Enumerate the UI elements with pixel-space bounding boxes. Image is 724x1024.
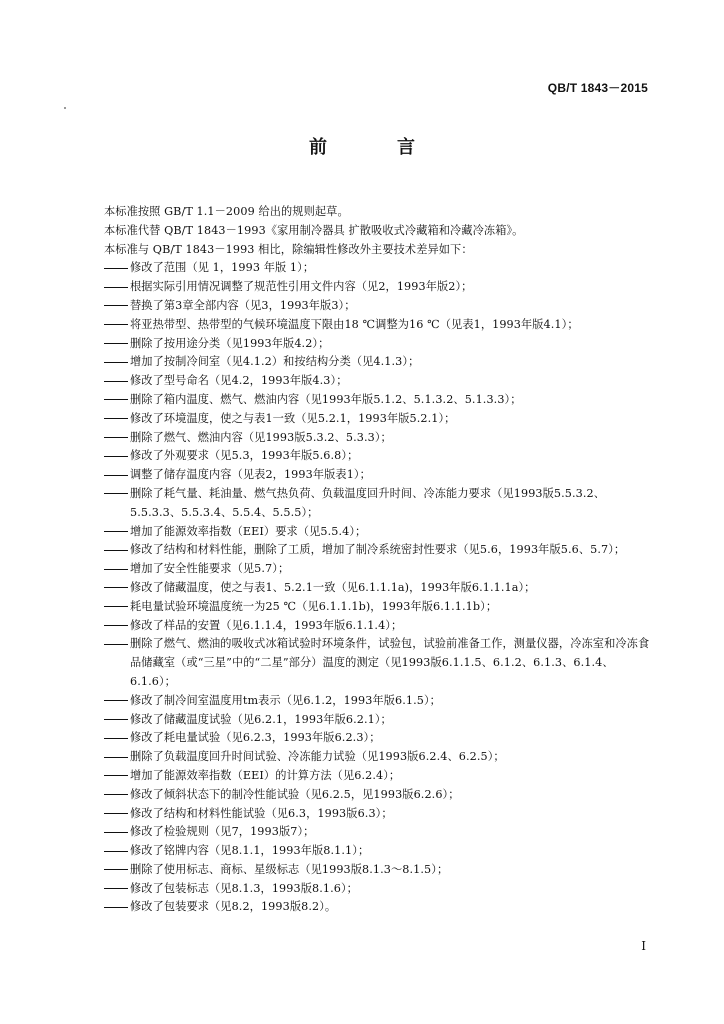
em-dash-marker bbox=[104, 429, 130, 448]
change-item bbox=[104, 617, 656, 636]
change-item bbox=[104, 560, 656, 579]
change-item-text: 增加了安全性能要求（见5.7）； bbox=[130, 562, 290, 576]
change-item-text: 修改了检验规则（见7，1993版7）； bbox=[130, 825, 315, 839]
change-item bbox=[104, 861, 656, 880]
change-item-text: 修改了环境温度，使之与表1一致（见5.2.1，1993年版5.2.1）； bbox=[130, 411, 456, 425]
em-dash-marker bbox=[104, 335, 130, 354]
standard-code: QB/T 1843－2015 bbox=[547, 81, 648, 95]
em-dash-marker bbox=[104, 748, 130, 767]
change-item bbox=[104, 898, 656, 917]
document-body bbox=[104, 203, 656, 917]
change-item bbox=[104, 729, 656, 748]
scan-speck bbox=[64, 107, 66, 109]
page-title: 前 言 bbox=[309, 137, 441, 158]
change-item-text: 修改了倾斜状态下的制冷性能试验（见6.2.5，见1993版6.2.6）； bbox=[130, 787, 460, 801]
em-dash-marker bbox=[104, 842, 130, 861]
em-dash-marker bbox=[104, 466, 130, 485]
change-item bbox=[104, 823, 656, 842]
em-dash-marker bbox=[104, 861, 130, 880]
page-number: I bbox=[641, 939, 646, 953]
em-dash-marker bbox=[104, 579, 130, 598]
em-dash-marker bbox=[104, 278, 130, 297]
change-item-text: 修改了铭牌内容（见8.1.1，1993年版8.1.1）； bbox=[130, 844, 370, 858]
change-item bbox=[104, 805, 656, 824]
change-item-text: 将亚热带型、热带型的气候环境温度下限由18 ℃调整为16 ℃（见表1，1993年版4.1）； bbox=[130, 317, 579, 331]
change-list bbox=[104, 259, 656, 917]
change-item-text: 修改了型号命名（见4.2，1993年版4.3）； bbox=[130, 374, 348, 388]
em-dash-marker bbox=[104, 729, 130, 748]
change-item bbox=[104, 316, 656, 335]
change-item bbox=[104, 786, 656, 805]
em-dash-marker bbox=[104, 541, 130, 560]
change-item bbox=[104, 541, 656, 560]
change-item-text: 删除了燃气、燃油的吸收式冰箱试验时环境条件，试验包，试验前准备工作，测量仪器，冷冻室和冷冻食品储藏室（或“三星”中的“二星”部分）温度的测定（见1993版6.1.1.5、6.1.2、6.1.3、6.1.4、6.1.6）； bbox=[130, 637, 650, 688]
change-item bbox=[104, 278, 656, 297]
change-item-text: 修改了包装要求（见8.2，1993版8.2）。 bbox=[130, 900, 337, 914]
em-dash-marker bbox=[104, 711, 130, 730]
change-item-text: 修改了制冷间室温度用tm表示（见6.1.2，1993年版6.1.5）； bbox=[130, 693, 441, 707]
change-item-text: 替换了第3章全部内容（见3，1993年版3）； bbox=[130, 298, 356, 312]
change-item-text: 删除了负载温度回升时间试验、冷冻能力试验（见1993版6.2.4、6.2.5）； bbox=[130, 750, 505, 764]
em-dash-marker bbox=[104, 523, 130, 542]
change-item bbox=[104, 429, 656, 448]
change-item-text: 耗电量试验环境温度统一为25 ℃（见6.1.1.1b)，1993年版6.1.1.1b）； bbox=[130, 599, 498, 613]
change-item bbox=[104, 447, 656, 466]
em-dash-marker bbox=[104, 767, 130, 786]
change-item bbox=[104, 748, 656, 767]
em-dash-marker bbox=[104, 297, 130, 316]
change-item-text: 修改了结构和材料性能，删除了工质，增加了制冷系统密封性要求（见5.6，1993年版5.6、5.7）； bbox=[130, 543, 626, 557]
change-item-text: 修改了储藏温度试验（见6.2.1，1993年版6.2.1）； bbox=[130, 712, 392, 726]
change-item-text: 修改了范围（见 1，1993 年版 1）； bbox=[130, 261, 315, 275]
change-item-text: 修改了包装标志（见8.1.3，1993版8.1.6）； bbox=[130, 881, 358, 895]
em-dash-marker bbox=[104, 391, 130, 410]
change-item bbox=[104, 711, 656, 730]
intro-line: 本标准按照 GB/T 1.1－2009 给出的规则起草。 bbox=[104, 205, 349, 218]
change-item-text: 修改了储藏温度，使之与表1、5.2.1一致（见6.1.1.1a)，1993年版6.1.1.1a）； bbox=[130, 580, 536, 594]
intro-line: 本标准代替 QB/T 1843－1993《家用制冷器具 扩散吸收式冷藏箱和冷藏冷冻箱》。 bbox=[104, 223, 524, 237]
em-dash-marker bbox=[104, 485, 130, 504]
em-dash-marker bbox=[104, 692, 130, 711]
change-item-text: 修改了样品的安置（见6.1.1.4，1993年版6.1.1.4）； bbox=[130, 618, 403, 632]
em-dash-marker bbox=[104, 617, 130, 636]
change-item bbox=[104, 767, 656, 786]
em-dash-marker bbox=[104, 259, 130, 278]
change-item-text: 修改了外观要求（见5.3，1993年版5.6.8）； bbox=[130, 449, 359, 463]
change-item bbox=[104, 466, 656, 485]
change-item-text: 删除了燃气、燃油内容（见1993版5.3.2、5.3.3）； bbox=[130, 430, 392, 444]
em-dash-marker bbox=[104, 560, 130, 579]
change-item-text: 删除了按用途分类（见1993年版4.2）； bbox=[130, 336, 330, 350]
change-item-text: 调整了储存温度内容（见表2，1993年版表1）； bbox=[130, 468, 371, 482]
change-item-text: 增加了能源效率指数（EEI）要求（见5.5.4）； bbox=[130, 524, 367, 538]
change-item-text: 删除了耗气量、耗油量、燃气热负荷、负载温度回升时间、冷冻能力要求（见1993版5.5.3.2、5.5.3.3、5.5.3.4、5.5.4、5.5.5）； bbox=[130, 486, 606, 519]
em-dash-marker bbox=[104, 447, 130, 466]
change-item bbox=[104, 372, 656, 391]
change-item bbox=[104, 880, 656, 899]
change-item bbox=[104, 335, 656, 354]
change-item bbox=[104, 259, 656, 278]
em-dash-marker bbox=[104, 880, 130, 899]
change-item bbox=[104, 297, 656, 316]
change-item bbox=[104, 391, 656, 410]
change-item bbox=[104, 842, 656, 861]
em-dash-marker bbox=[104, 372, 130, 391]
em-dash-marker bbox=[104, 316, 130, 335]
change-item-text: 修改了耗电量试验（见6.2.3，1993年版6.2.3）； bbox=[130, 731, 381, 745]
intro-line: 本标准与 QB/T 1843－1993 相比，除编辑性修改外主要技术差异如下： bbox=[104, 242, 473, 256]
em-dash-marker bbox=[104, 410, 130, 429]
change-item-text: 根据实际引用情况调整了规范性引用文件内容（见2，1993年版2）； bbox=[130, 280, 473, 294]
change-item-text: 删除了箱内温度、燃气、燃油内容（见1993年版5.1.2、5.1.3.2、5.1.3.3）； bbox=[130, 392, 522, 406]
change-item-text: 增加了能源效率指数（EEI）的计算方法（见6.2.4）； bbox=[130, 768, 401, 782]
em-dash-marker bbox=[104, 823, 130, 842]
change-item bbox=[104, 579, 656, 598]
change-item bbox=[104, 410, 656, 429]
em-dash-marker bbox=[104, 598, 130, 617]
change-item bbox=[104, 353, 656, 372]
change-item bbox=[104, 635, 656, 691]
change-item bbox=[104, 485, 656, 523]
em-dash-marker bbox=[104, 786, 130, 805]
em-dash-marker bbox=[104, 805, 130, 824]
em-dash-marker bbox=[104, 353, 130, 372]
em-dash-marker bbox=[104, 635, 130, 654]
change-item bbox=[104, 523, 656, 542]
change-item-text: 修改了结构和材料性能试验（见6.3，1993版6.3）； bbox=[130, 806, 393, 820]
change-item-text: 删除了使用标志、商标、星级标志（见1993版8.1.3～8.1.5）； bbox=[130, 862, 449, 876]
change-item-text: 增加了按制冷间室（见4.1.2）和按结构分类（见4.1.3）； bbox=[130, 355, 420, 369]
em-dash-marker bbox=[104, 898, 130, 917]
change-item bbox=[104, 692, 656, 711]
change-item bbox=[104, 598, 656, 617]
